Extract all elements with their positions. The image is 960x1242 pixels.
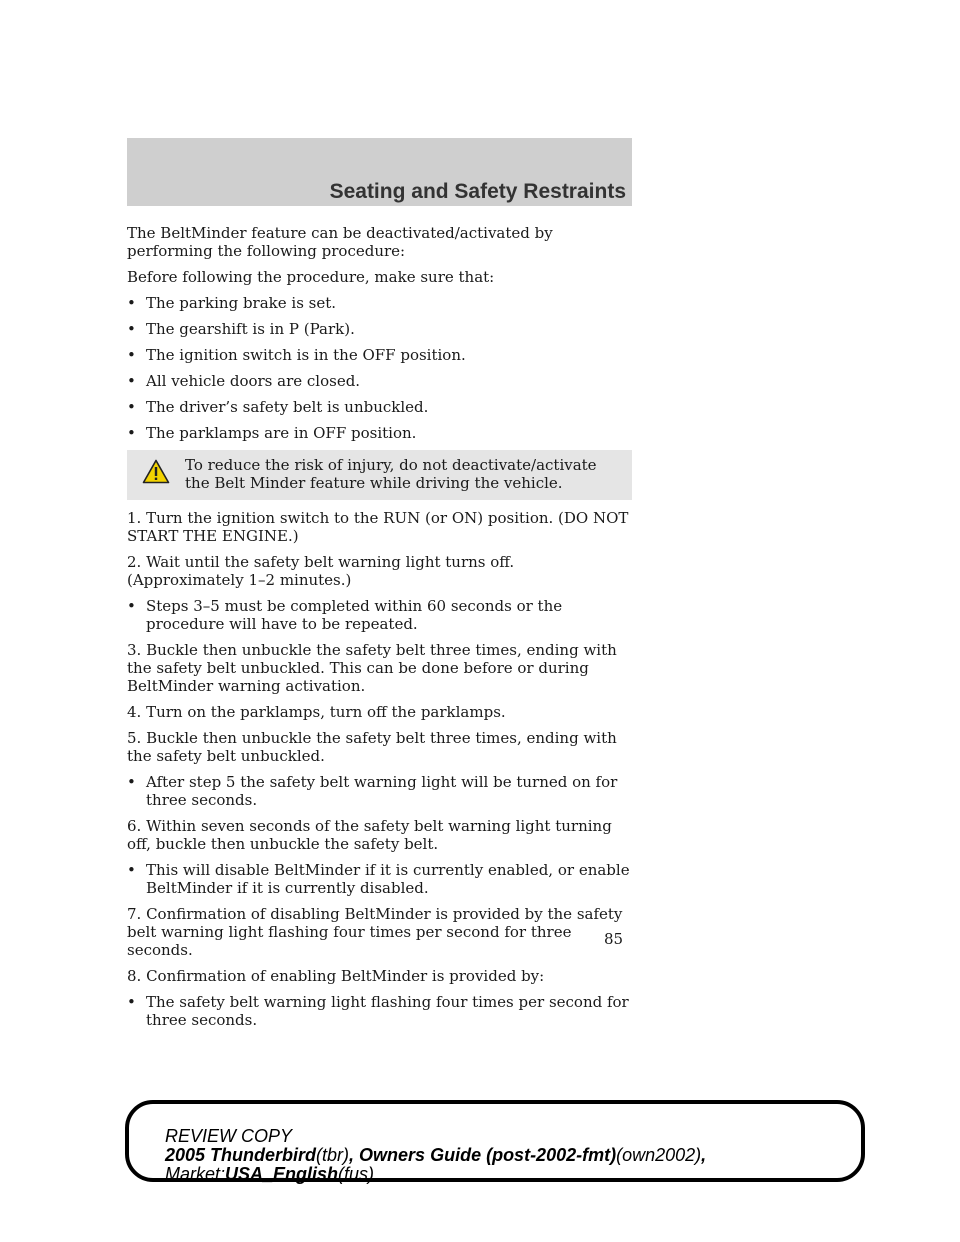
review-copy-text [165, 1127, 706, 1184]
step-4: 4. Turn on the parklamps, turn off the parklamps. [127, 703, 506, 721]
intro-paragraph: The BeltMinder feature can be deactivated/activated by performing the following procedure: [127, 224, 553, 260]
list-item: • The safety belt warning light flashing four times per second for three seconds. [127, 993, 629, 1029]
page-content [127, 224, 632, 1037]
list-item: • The gearshift is in P (Park). [127, 320, 355, 338]
list-item: • After step 5 the safety belt warning light will be turned on for three seconds. [127, 773, 618, 809]
list-item: • This will disable BeltMinder if it is currently enabled, or enable BeltMinder if it is currently disabled. [127, 861, 630, 897]
warning-text: To reduce the risk of injury, do not deactivate/activate the Belt Minder feature while driving the vehicle. [185, 456, 597, 492]
document-line: 2005 Thunderbird(tbr), Owners Guide (post-2002-fmt)(own2002), [165, 1145, 707, 1165]
section-title: Seating and Safety Restraints [329, 180, 626, 203]
step-8: 8. Confirmation of enabling BeltMinder is provided by: [127, 967, 545, 985]
step-2: 2. Wait until the safety belt warning light turns off. (Approximately 1–2 minutes.) [127, 553, 515, 589]
list-item: • The driver’s safety belt is unbuckled. [127, 398, 429, 416]
list-item: • The ignition switch is in the OFF position. [127, 346, 466, 364]
section-header [127, 138, 632, 206]
step-3: 3. Buckle then unbuckle the safety belt three times, ending with the safety belt unbuckled. This can be done before or during BeltMinder warning activation. [127, 641, 617, 695]
before-paragraph: Before following the procedure, make sure that: [127, 268, 495, 286]
warning-triangle-icon [142, 459, 170, 484]
step-1: 1. Turn the ignition switch to the RUN (or ON) position. (DO NOT START THE ENGINE.) [127, 509, 629, 545]
warning-box [127, 450, 632, 500]
list-item: • Steps 3–5 must be completed within 60 seconds or the procedure will have to be repeated. [127, 597, 563, 633]
step-5: 5. Buckle then unbuckle the safety belt three times, ending with the safety belt unbuckled. [127, 729, 617, 765]
list-item: • The parklamps are in OFF position. [127, 424, 417, 442]
list-item: • All vehicle doors are closed. [127, 372, 361, 390]
market-line: Market:USA_English(fus) [165, 1164, 375, 1184]
step-7: 7. Confirmation of disabling BeltMinder is provided by the safety belt warning light flashing four times per second for three seconds. [127, 905, 623, 959]
step-6: 6. Within seven seconds of the safety belt warning light turning off, buckle then unbuckle the safety belt. [127, 817, 612, 853]
list-item: • The parking brake is set. [127, 294, 337, 312]
review-label: REVIEW COPY [165, 1126, 293, 1146]
page-number: 85 [604, 930, 624, 948]
